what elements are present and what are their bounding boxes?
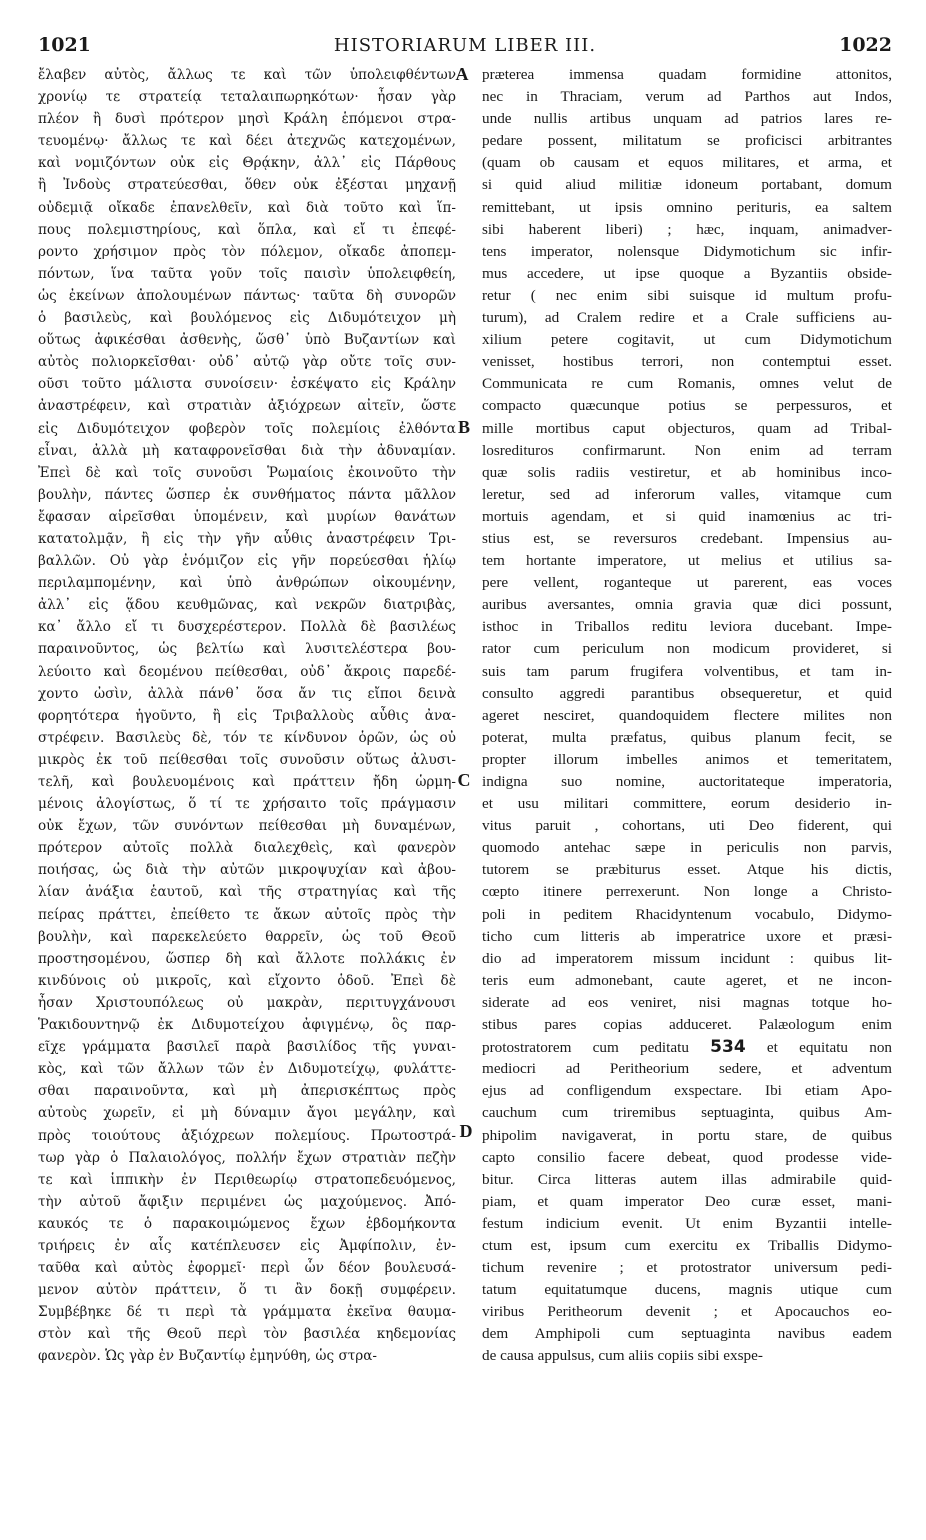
greek-text-line: τευομένῳ· ἄλλως τε καὶ δέει ἀτεχνῶς κατεχομένων, <box>38 133 456 150</box>
greek-text-line: προστησομένου, ὥσπερ δὴ καὶ ἄλλοτε πολλάκις ἐν <box>38 950 456 967</box>
latin-text-line: ctum est, ipsum cum exercitu ex Triballis Didymo- <box>482 1236 892 1254</box>
latin-text-line: retur ( nec enim sibi suisque id multum profu- <box>482 286 892 304</box>
latin-text-line: compacto quæcunque potius se perpessuros, et <box>482 397 892 415</box>
greek-text-line: τριήρεις ἐν αἷς κατέπλευσεν εἰς Ἀμφίπολιν, ἐν- <box>38 1237 456 1254</box>
latin-text-line: suis tam parum frugifera volventibus, et tam in- <box>482 662 892 680</box>
greek-text-line: εἰς Διδυμότειχον φοβερὸν τοῖς πολεμίοις ἐλθόντα <box>38 420 456 437</box>
latin-text-line: tem hortante imperatore, ut melius et utilius sa- <box>482 552 892 570</box>
page-number-right: 1022 <box>839 34 892 56</box>
latin-text-line: ticho cum litteris ab imperatrice uxore et præsi- <box>482 927 892 945</box>
latin-text-line: præterea immensa quadam formidine attonitos, <box>482 66 892 83</box>
greek-text-line: κινδύνοις οὐ μικροῖς, καὶ εἴχοντο ὁδοῦ. Ἐπεὶ δὲ <box>38 972 456 989</box>
greek-text-line: εῖχε γράμματα βασιλεῖ παρὰ βασιλίδος τῆς γυναι- <box>38 1039 456 1056</box>
greek-text-line: πλέον ἢ δυσὶ πρότερον μησὶ Κράλη ἑπόμενοι στρα- <box>38 111 456 128</box>
latin-text-line: ageret nesciret, quandoquidem flectere milites non <box>482 706 892 724</box>
greek-text-line: καυκός τε ὁ παρακοιμώμενος ἔχων ἑβδομήκοντα <box>38 1215 456 1232</box>
latin-text-line: xilium petere cogitavit, ut cum Didymotichum <box>482 331 892 349</box>
greek-text-line: ὁ βασιλεὺς, καὶ βουλόμενος εἰς Διδυμότειχον μὴ <box>38 310 456 327</box>
greek-text-line: παραινοῦντος, ὡς βελτίω καὶ λυσιτελέστερα βου- <box>38 641 456 658</box>
greek-text-line: καὶ νομιζόντων οὐκ εἰς Θρᾴκην, ἀλλ᾽ εἰς Πάρθους <box>38 155 456 172</box>
greek-text-line: περιλαμπομένην, καὶ ὑπὸ ἀνθρώπων οἰκουμένην, <box>38 575 456 592</box>
greek-text-line: πρὸς τοιούτους ἀξιόχρεων πολεμίους. Πρωτοστρά- <box>38 1127 456 1144</box>
latin-text-line: stibus pares copias adduceret. Palæologum enim <box>482 1016 892 1034</box>
greek-text-line: φορητότερα ἡγοῦντο, ἢ εἰς Τριβαλλοὺς αὖθις ἀνα- <box>38 707 456 724</box>
greek-text-line: τε καὶ ἱππικὴν ἐν Περιθεωρίῳ στρατοπεδευόμενος, <box>38 1171 456 1188</box>
latin-text-line: quæ solis radiis vestiretur, et ab hominibus inco- <box>482 463 892 481</box>
latin-text-line: capto consilio facere debeat, quod prodesse vide- <box>482 1148 892 1166</box>
latin-text-line: cauchum cum triremibus septuaginta, quibus Am- <box>482 1104 892 1122</box>
section-marker-a: A <box>455 64 469 84</box>
greek-text-line: πρότερον αὐτοῖς πολλὰ διαλεχθεὶς, καὶ φανερὸν <box>38 840 456 857</box>
greek-text-line: Ἐπεὶ δὲ καὶ τοῖς συνοῦσι Ῥωμαίοις ἐκοινοῦτο τὴν <box>38 464 456 481</box>
greek-text-line: κὸς, καὶ τῶν ἄλλων τῶν ἐν Διδυμοτείχῳ, φυλάττε- <box>38 1061 456 1078</box>
greek-text-line: βαλλῶν. Οὐ γὰρ ἐνόμιζον εἰς γῆν πορεύεσθαι ἡλίῳ <box>38 553 456 570</box>
greek-text-line: Συμβέβηκε δέ τι περὶ τὰ γράμματα ἐκεῖνα θαυμα- <box>38 1304 456 1321</box>
latin-text-line: tens imperator, nolensque Didymotichum sic infir- <box>482 242 892 260</box>
greek-text-line: πους πολεμιστηρίους, καὶ ὅπλα, καὶ εἴ τι ἐπεφέ- <box>38 221 456 238</box>
greek-text-line: οὐδεμιᾷ οἴκαδε ἐπανελθεῖν, καὶ διὰ τοῦτο καὶ ἵπ- <box>38 199 456 216</box>
greek-text-line: τὴν αὐτοῦ ἄφιξιν περιμένει ὡς μαχούμενος. Ἀπό- <box>38 1193 456 1210</box>
latin-text-line: bitur. Circa litteras autem illas admirabile quid- <box>482 1170 892 1188</box>
latin-text-line: festum indicium evenit. Ut enim Byzantii intelle- <box>482 1214 892 1232</box>
greek-text-line: σθαι παραινοῦντα, καὶ μὴ ἀπερισκέπτως πρὸς <box>38 1083 456 1100</box>
latin-text-line: siderate ad eos veniret, nisi magnas totque ho- <box>482 993 892 1011</box>
latin-text-line: pedare possent, militatum se proficisci arbitrantes <box>482 132 892 150</box>
latin-text-line: rator cum periculum non modicum provideret, si <box>482 640 892 658</box>
greek-text-line: ποιήσας, ὡς διὰ τὴν αὐτῶν μικροψυχίαν καὶ ἀβου- <box>38 862 456 879</box>
latin-text-line: poterat, multa præfatus, quibus planum fecit, se <box>482 728 892 746</box>
latin-text-line: indigna suo nomine, auctoritateque imperatoria, <box>482 773 892 790</box>
latin-text-line: cœpto itinere perrexerunt. Non longe a Christo- <box>482 883 892 901</box>
latin-text-line: et usu militari committere, eorum desiderio in- <box>482 795 892 813</box>
latin-text-line: vitus paruit , cohortans, uti Deo fiderent, qui <box>482 817 892 835</box>
greek-text-line: αὐτὸς πολιορκεῖσθαι· οὐδ᾽ αὐτῷ γὰρ οὔτε τοῖς συν- <box>38 354 456 371</box>
latin-text-line: unde nullis artibus unquam ad patrios lares re- <box>482 110 892 128</box>
latin-line-text: protostratorem cum peditatu <box>482 1039 689 1057</box>
latin-text-line: viribus Peritheorum devenit ; et Apocauchos eo- <box>482 1303 892 1321</box>
latin-text-line: consulto aggredi parantibus obsequeretur, et quid <box>482 684 892 702</box>
greek-text-line: μικρὸς ἐκ τοῦ πείθεσθαι τοῖς συνοῦσιν οὕτως ἀλυσι- <box>38 751 456 768</box>
latin-text-line: sibi haberent liberi) ; hæc, inquam, animadver- <box>482 220 892 238</box>
latin-text-line: nec in Thraciam, verum ad Parthos aut Indos, <box>482 88 892 106</box>
latin-text-line: isthoc in Triballos reditu leviora ducebant. Impe- <box>482 618 892 636</box>
running-title: HISTORIARUM LIBER III. <box>333 35 597 56</box>
latin-text-line: poli in peditem Rhacidyntenum vocabulo, Didymo- <box>482 905 892 923</box>
greek-text-line: αὐτοὺς χωρεῖν, εἰ μὴ δύναμιν ἄγοι μεγάλην, καὶ <box>38 1105 456 1122</box>
latin-text-column <box>482 64 892 1368</box>
latin-text-line: de causa appulsus, cum aliis copiis sibi exspe- <box>482 1347 763 1365</box>
greek-text-line: μενον αὐτὸν πράττειν, ὅ τι ἂν δοκῇ συμφέρειν. <box>38 1282 456 1299</box>
greek-text-line: πείρας πράττει, ἐπείθετο τε ἄκων αὐτοῖς πρὸς τὴν <box>38 906 456 923</box>
greek-text-line: λίαν ἀνάξια ἑαυτοῦ, καὶ τῆς στρατηγίας καὶ τῆς <box>38 884 456 901</box>
greek-text-line: ἀλλ᾽ εἰς ᾅδου κευθμῶνας, καὶ νεκρῶν διατριβὰς, <box>38 597 456 614</box>
latin-text-line: venisset, hostibus terrori, non contemptui esset. <box>482 353 892 371</box>
greek-text-line: τελῆ, καὶ βουλευομένοις καὶ πράττειν ἤδη ὡρμη- <box>38 774 456 790</box>
latin-text-line: (quam ob causam et equos militares, et arma, et <box>482 154 892 172</box>
greek-text-line: εἶναι, ἀλλὰ μὴ καταφρονεῖσθαι διὰ τὴν ἀδυναμίαν. <box>38 442 456 459</box>
greek-text-line: ἀναστρέφειν, καὶ στρατιὰν ἀξιόχρεων αἰτεῖν, ὥστε <box>38 398 456 415</box>
latin-text-line: si quid aliud militiæ idoneum portabant, domum <box>482 176 892 194</box>
greek-text-line: ἢ Ἰνδοὺς στρατεύεσθαι, ὅθεν οὐκ ἐξέσται μηχανῇ <box>38 177 456 194</box>
page-number-left: 1021 <box>38 34 91 56</box>
greek-text-line: βουλὴν, καὶ παρεκελεύετο θαρρεῖν, ὡς τοῦ Θεοῦ <box>38 928 456 945</box>
greek-text-line: στὸν καὶ τῆς Θεοῦ περὶ τὸν βασιλέα κηδεμονίας <box>38 1326 456 1343</box>
greek-text-line: ὡς ἐκείνων ἀπολουμένων πάντως· ταῦτα δὴ συνορῶν <box>38 287 456 304</box>
latin-text-line: mediocri ad Peritheorium sedere, et adventum <box>482 1060 892 1078</box>
latin-text-line: piam, et quam imperator Deo curæ esset, mani- <box>482 1192 892 1210</box>
greek-text-line: τωρ γὰρ ὁ Παλαιολόγος, πολλήν ἔχων στρατιὰν πεζὴν <box>38 1149 456 1166</box>
section-marker-c: C <box>457 770 471 790</box>
latin-text-line: tatum equitatumque ducens, magnis utique cum <box>482 1281 892 1299</box>
greek-text-line: κα᾽ ἄλλο εἴ τι δυσχερέστερον. Πολλὰ δὲ βασιλέως <box>38 619 456 636</box>
latin-text-line: remittebant, ut ipsis omnino perituris, ea saltem <box>482 198 892 216</box>
latin-text-line: mille mortibus caput objecturos, quam ad Tribal- <box>482 419 892 437</box>
section-marker-d: D <box>459 1121 473 1141</box>
greek-text-column <box>38 64 456 1368</box>
latin-text-line: quomodo antehac sæpe in periculis non parvis, <box>482 839 892 857</box>
greek-text-line: ἦσαν Χριστουπόλεως οὐ μακρὰν, περιτυγχάνουσι <box>38 994 456 1011</box>
latin-text-line: tutorem se præbiturus esset. Atque his dictis, <box>482 861 892 879</box>
greek-text-line: μένοις ἀλογίστως, ὅ τί τε χρήσαιτο τοῖς πράγμασιν <box>38 796 456 813</box>
greek-text-line: στρέφειν. Βασιλεὺς δὲ, τόν τε κίνδυνον ὁρῶν, ὡς οὐ <box>38 729 456 746</box>
latin-text-line: pere vellent, roganteque ut parerent, eas voces <box>482 574 892 592</box>
running-header <box>38 34 892 60</box>
latin-text-line: stius est, se reversuros credebant. Impensius au- <box>482 529 892 547</box>
greek-text-line: οὐκ ἔχων, τῶν συνόντων πείθεσθαι μὴ δυναμένων, <box>38 818 456 835</box>
greek-text-line: κατατολμᾷν, ἢ εἰς τὴν γῆν αὖθις ἀναστρέφειν Τρι- <box>38 530 456 547</box>
greek-text-line: φανερὸν. Ὡς γὰρ ἐν Βυζαντίῳ ἐμηνύθη, ὡς στρα- <box>38 1348 378 1365</box>
greek-text-line: ροντο χρήσιμον πρὸς τὸν πόλεμον, οἴκαδε ἀποπεμ- <box>38 243 456 260</box>
latin-text-line: tichum revenire ; et protostrator universum pedi- <box>482 1259 892 1277</box>
latin-text-line: teris eum admonebant, caute ageret, et ne incon- <box>482 971 892 989</box>
latin-text-line: dem Amphipoli cum septuaginta navibus eadem <box>482 1325 892 1343</box>
greek-text-line: Ῥακιδουντηνῷ ἐκ Διδυμοτείχου ἀφιγμένῳ, ὃς παρ- <box>38 1017 456 1034</box>
latin-text-line: auribus aversantes, omnia gravia quæ dici possunt, <box>482 596 892 614</box>
greek-text-line: ἔφασαν αἱρεῖσθαι ὑπομένειν, καὶ μυρίων θανάτων <box>38 508 456 525</box>
latin-text-line <box>482 1036 892 1058</box>
latin-text-line: losredituros confirmarunt. Non enim ad terram <box>482 441 892 459</box>
greek-text-line: χοντο ὠσὶν, ἀλλὰ πάνθ᾽ ὅσα ἄν τις εἴποι δεινὰ <box>38 685 456 702</box>
greek-text-line: λεύοιτο καὶ δεομένου πείθεσθαι, οὐδ᾽ ἄκροις παρεδέ- <box>38 663 456 680</box>
greek-text-line: οῦσι τοῦτο μάλιστα συνοίσειν· ἐσκέψατο εἰς Κράλην <box>38 376 456 393</box>
latin-text-line: leretur, sed ad inferorum valles, vitamque cum <box>482 485 892 503</box>
greek-text-line: ἔλαβεν αὐτὸς, ἄλλως τε καὶ τῶν ὑπολειφθέντων <box>38 67 456 83</box>
latin-text-line: turum), ad Cralem redire et a Crale sufficiens au- <box>482 309 892 327</box>
latin-text-line: mortuis agendam, et si quid inamœnius ac tri- <box>482 507 892 525</box>
latin-text-line: ejus ad confligendum exspectare. Ibi etiam Apo- <box>482 1082 892 1100</box>
latin-text-line: Communicata re cum Romanis, omnes velut de <box>482 375 892 393</box>
section-marker-b: B <box>457 417 470 437</box>
greek-text-line: οὕτως ἀφικέσθαι ἀσθενὴς, ὥσθ᾽ ὑπὸ Βυζαντίων καὶ <box>38 332 456 349</box>
greek-text-line: ταῦθα καὶ αὐτὸς ἐφορμεῖ· περὶ ὧν δέον βουλευσά- <box>38 1260 456 1277</box>
latin-text-line: dio ad imperatorem missum incidunt : quibus lit- <box>482 949 892 967</box>
greek-text-line: βουλὴν, πάντες ὥσπερ ἐκ συνθήματος πάντα μᾶλλον <box>38 486 456 503</box>
latin-line-text: et equitatu non <box>766 1039 892 1057</box>
greek-text-line: πόντων, ἵνα ταῦτα γοῦν τοῖς παισὶν ὑπολειφθείη, <box>38 265 456 282</box>
latin-text-line: mus accedere, ut ipse quoque a Byzantiis obside- <box>482 264 892 282</box>
latin-text-line: phipolim navigaverat, in portu stare, de quibus <box>482 1126 892 1144</box>
margin-page-number: 534 <box>710 1037 746 1058</box>
latin-text-line: propter illorum imbelles animos et temeritatem, <box>482 750 892 768</box>
greek-text-line: χρονίῳ τε στρατείᾳ τεταλαιπωρηκότων· ἦσαν γὰρ <box>38 89 456 106</box>
